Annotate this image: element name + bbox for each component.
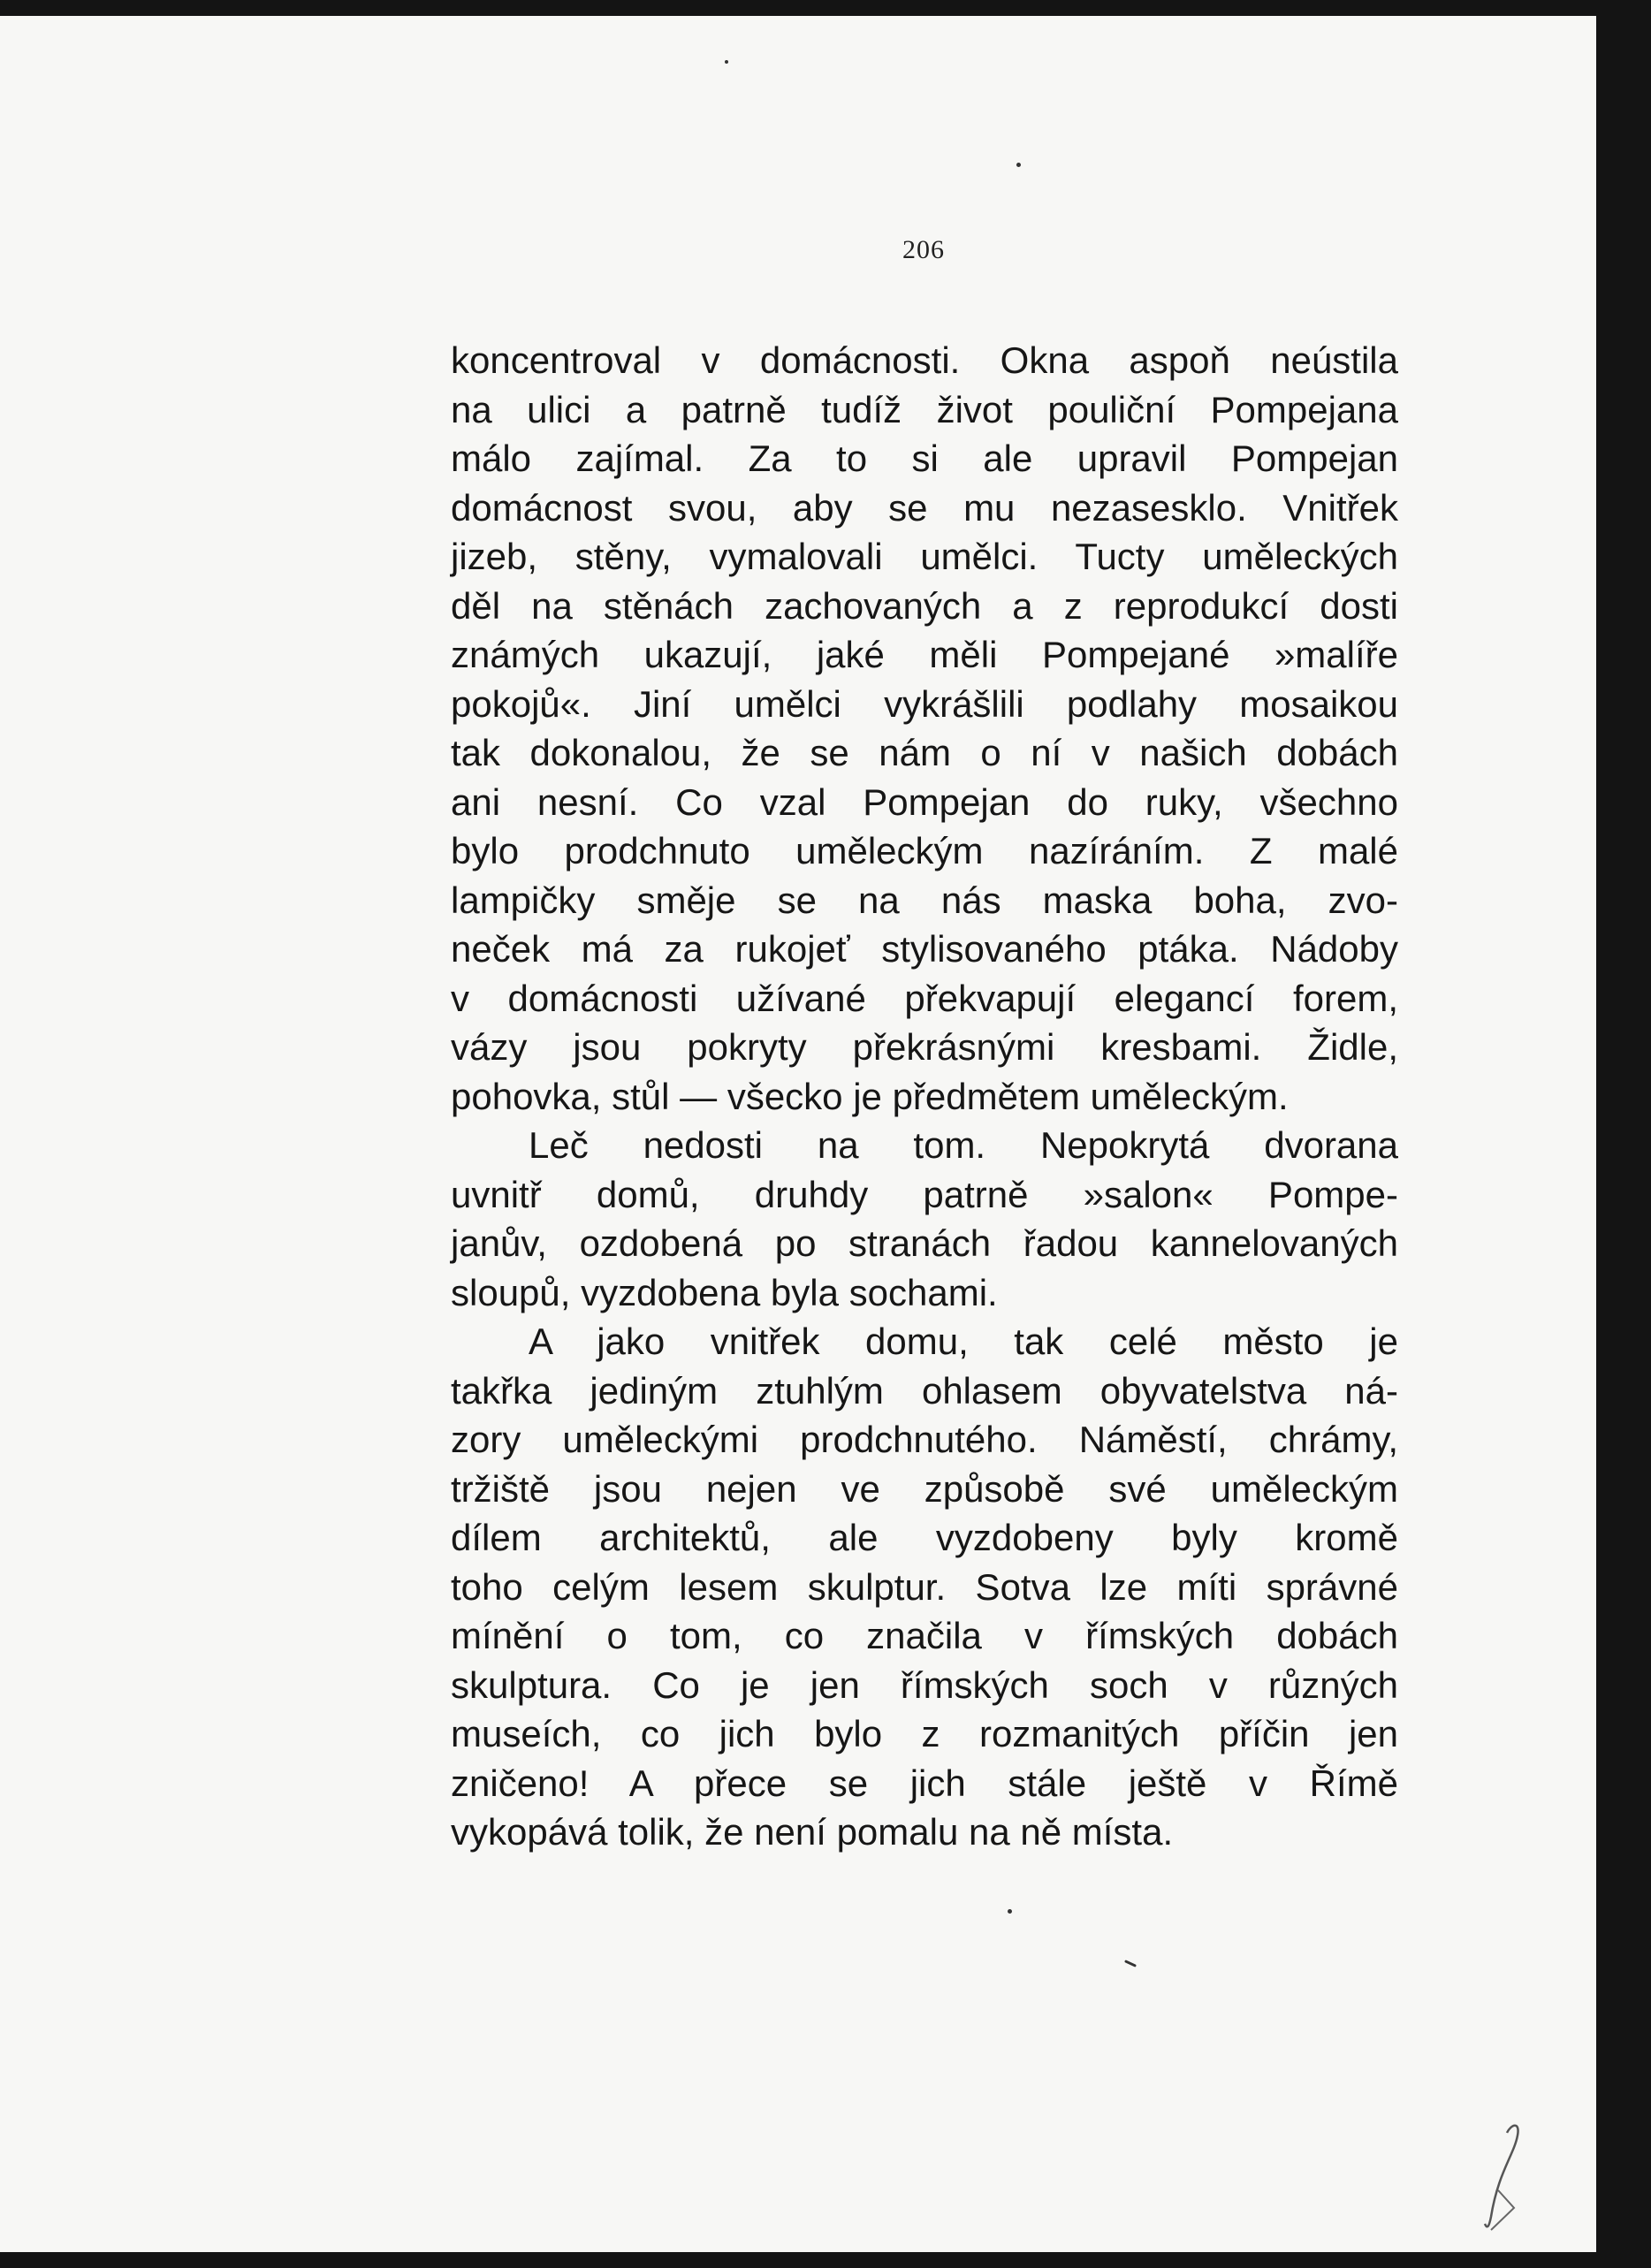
pencil-mark-icon bbox=[1472, 2120, 1551, 2243]
text-line: sloupů, vyzdobena byla sochami. bbox=[451, 1271, 998, 1313]
text-line: v domácnosti užívané překvapují elegancí forem, bbox=[451, 977, 1398, 1019]
ink-speck bbox=[1016, 163, 1021, 167]
text-line: vykopává tolik, že není pomalu na ně místa. bbox=[451, 1811, 1174, 1853]
text-line: takřka jediným ztuhlým ohlasem obyvatelstva ná- bbox=[451, 1369, 1398, 1412]
text-line: lampičky směje se na nás maska boha, zvo- bbox=[451, 879, 1398, 921]
text-line: pohovka, stůl — všecko je předmětem uměleckým. bbox=[451, 1075, 1289, 1117]
text-line: děl na stěnách zachovaných a z reprodukcí dosti bbox=[451, 584, 1398, 627]
text-line: tržiště jsou nejen ve způsobě své uměleckým bbox=[451, 1467, 1398, 1510]
paragraph-2 bbox=[451, 1121, 1398, 1317]
text-line: mínění o tom, co značila v římských dobách bbox=[451, 1615, 1398, 1656]
text-line: bylo prodchnuto uměleckým nazíráním. Z malé bbox=[451, 830, 1398, 871]
text-line: ani nesní. Co vzal Pompejan do ruky, všechno bbox=[451, 780, 1398, 823]
text-line: koncentroval v domácnosti. Okna aspoň neústila bbox=[451, 339, 1398, 381]
text-line: pokojů«. Jiní umělci vykrášlili podlahy mosaikou bbox=[451, 682, 1398, 725]
text-line: na ulici a patrně tudíž život pouliční Pompejana bbox=[451, 388, 1398, 430]
page-number: 206 bbox=[902, 235, 945, 264]
book-page bbox=[0, 16, 1596, 2252]
text-line: domácnost svou, aby se mu nezasesklo. Vnitřek bbox=[451, 486, 1398, 529]
text-line: uvnitř domů, druhdy patrně »salon« Pompe- bbox=[451, 1173, 1398, 1215]
paragraph-3 bbox=[451, 1317, 1398, 1857]
text-line: janův, ozdobená po stranách řadou kannelovaných bbox=[451, 1222, 1398, 1264]
text-line: Leč nedosti na tom. Nepokrytá dvorana bbox=[529, 1124, 1398, 1166]
ink-speck bbox=[1008, 1909, 1012, 1914]
paragraph-1 bbox=[451, 336, 1398, 1121]
text-line: toho celým lesem skulptur. Sotva lze míti správné bbox=[451, 1565, 1398, 1608]
text-line: tak dokonalou, že se nám o ní v našich dobách bbox=[451, 732, 1398, 773]
ink-speck bbox=[1124, 1960, 1137, 1967]
text-line: málo zajímal. Za to si ale upravil Pompejan bbox=[451, 438, 1398, 479]
text-line: zničeno! A přece se jich stále ještě v Římě bbox=[451, 1762, 1398, 1804]
text-line: museích, co jich bylo z rozmanitých příčin jen bbox=[451, 1713, 1398, 1754]
text-line: zory uměleckými prodchnutého. Náměstí, chrámy, bbox=[451, 1419, 1398, 1460]
ink-speck bbox=[725, 60, 728, 64]
text-line: neček má za rukojeť stylisovaného ptáka. Nádoby bbox=[451, 928, 1398, 970]
text-line: A jako vnitřek domu, tak celé město je bbox=[529, 1320, 1398, 1362]
text-line: známých ukazují, jaké měli Pompejané »malíře bbox=[451, 634, 1398, 675]
text-line: dílem architektů, ale vyzdobeny byly kromě bbox=[451, 1517, 1398, 1558]
body-text bbox=[451, 336, 1398, 1857]
text-line: jizeb, stěny, vymalovali umělci. Tucty uměleckých bbox=[451, 536, 1398, 577]
text-line: vázy jsou pokryty překrásnými kresbami. Židle, bbox=[451, 1026, 1398, 1068]
text-line: skulptura. Co je jen římských soch v různých bbox=[451, 1663, 1398, 1706]
